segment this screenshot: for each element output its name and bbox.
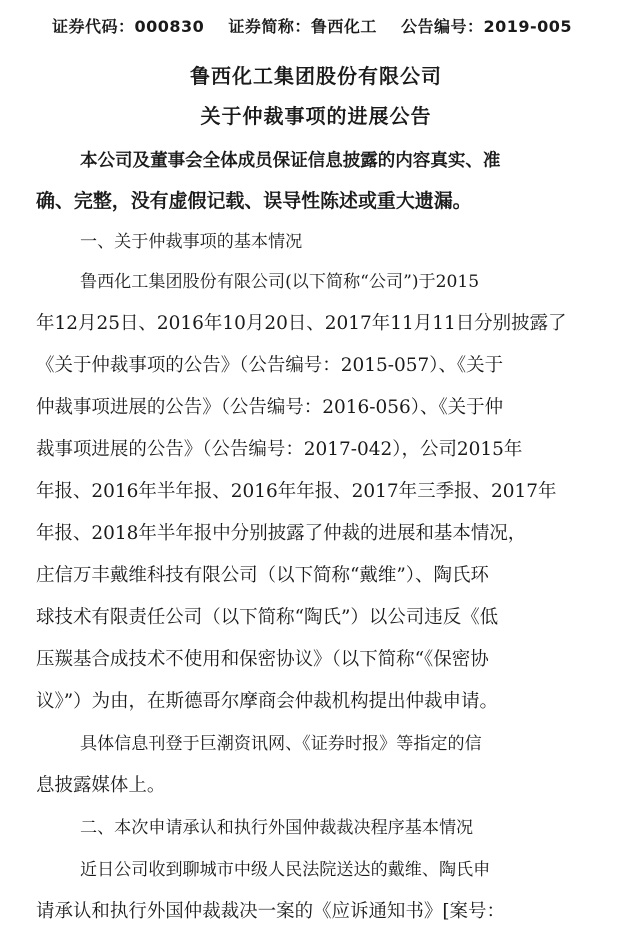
paragraph-line: 裁事项进展的公告》（公告编号：2017-042），公司2015年 xyxy=(36,439,523,460)
paragraph-line: 具体信息刊登于巨潮资讯网、《证券时报》等指定的信 xyxy=(80,734,482,754)
paragraph-line: 《关于仲裁事项的公告》（公告编号：2015-057）、《关于 xyxy=(36,355,504,376)
paragraph-line: 年报、2016年半年报、2016年年报、2017年三季报、2017年 xyxy=(36,481,557,502)
paragraph-line: 年报、2018年半年报中分别披露了仲裁的进展和基本情况， xyxy=(36,523,527,544)
paragraph-line: 年12月25日、2016年10月20日、2017年11月11日分别披露了 xyxy=(36,313,567,334)
disclaimer-line: 确、完整，没有虚假记载、误导性陈述或重大遗漏。 xyxy=(36,190,472,212)
stock-code: 证券代码：000830 xyxy=(52,17,205,36)
paragraph-line: 议》”）为由，在斯德哥尔摩商会仲裁机构提出仲裁申请。 xyxy=(36,691,498,712)
disclaimer-line: 本公司及董事会全体成员保证信息披露的内容真实、准 xyxy=(80,151,501,171)
paragraph-line: 仲裁事项进展的公告》（公告编号：2016-056）、《关于仲 xyxy=(36,397,504,418)
company-name: 鲁西化工集团股份有限公司 xyxy=(190,64,442,88)
section-heading: 二、本次申请承认和执行外国仲裁裁决程序基本情况 xyxy=(80,818,474,838)
header-info-line xyxy=(52,14,624,37)
stock-name: 证券简称：鲁西化工 xyxy=(228,17,377,36)
paragraph-line: 鲁西化工集团股份有限公司(以下简称“公司”)于2015 xyxy=(80,272,480,292)
document-title: 关于仲裁事项的进展公告 xyxy=(200,104,432,128)
paragraph-line: 息披露媒体上。 xyxy=(36,775,166,796)
paragraph-line: 近日公司收到聊城市中级人民法院送达的戴维、陶氏申 xyxy=(80,860,491,880)
paragraph-line: 庄信万丰戴维科技有限公司（以下简称“戴维”）、陶氏环 xyxy=(36,565,489,586)
announcement-number: 公告编号：2019-005 xyxy=(400,17,573,36)
paragraph-line: 压羰基合成技术不使用和保密协议》（以下简称“《保密协 xyxy=(36,649,489,670)
section-heading: 一、关于仲裁事项的基本情况 xyxy=(80,232,303,252)
paragraph-line: 请承认和执行外国仲裁裁决一案的《应诉通知书》[案号： xyxy=(36,901,505,922)
paragraph-line: 球技术有限责任公司（以下简称“陶氏”）以公司违反《低 xyxy=(36,607,499,628)
